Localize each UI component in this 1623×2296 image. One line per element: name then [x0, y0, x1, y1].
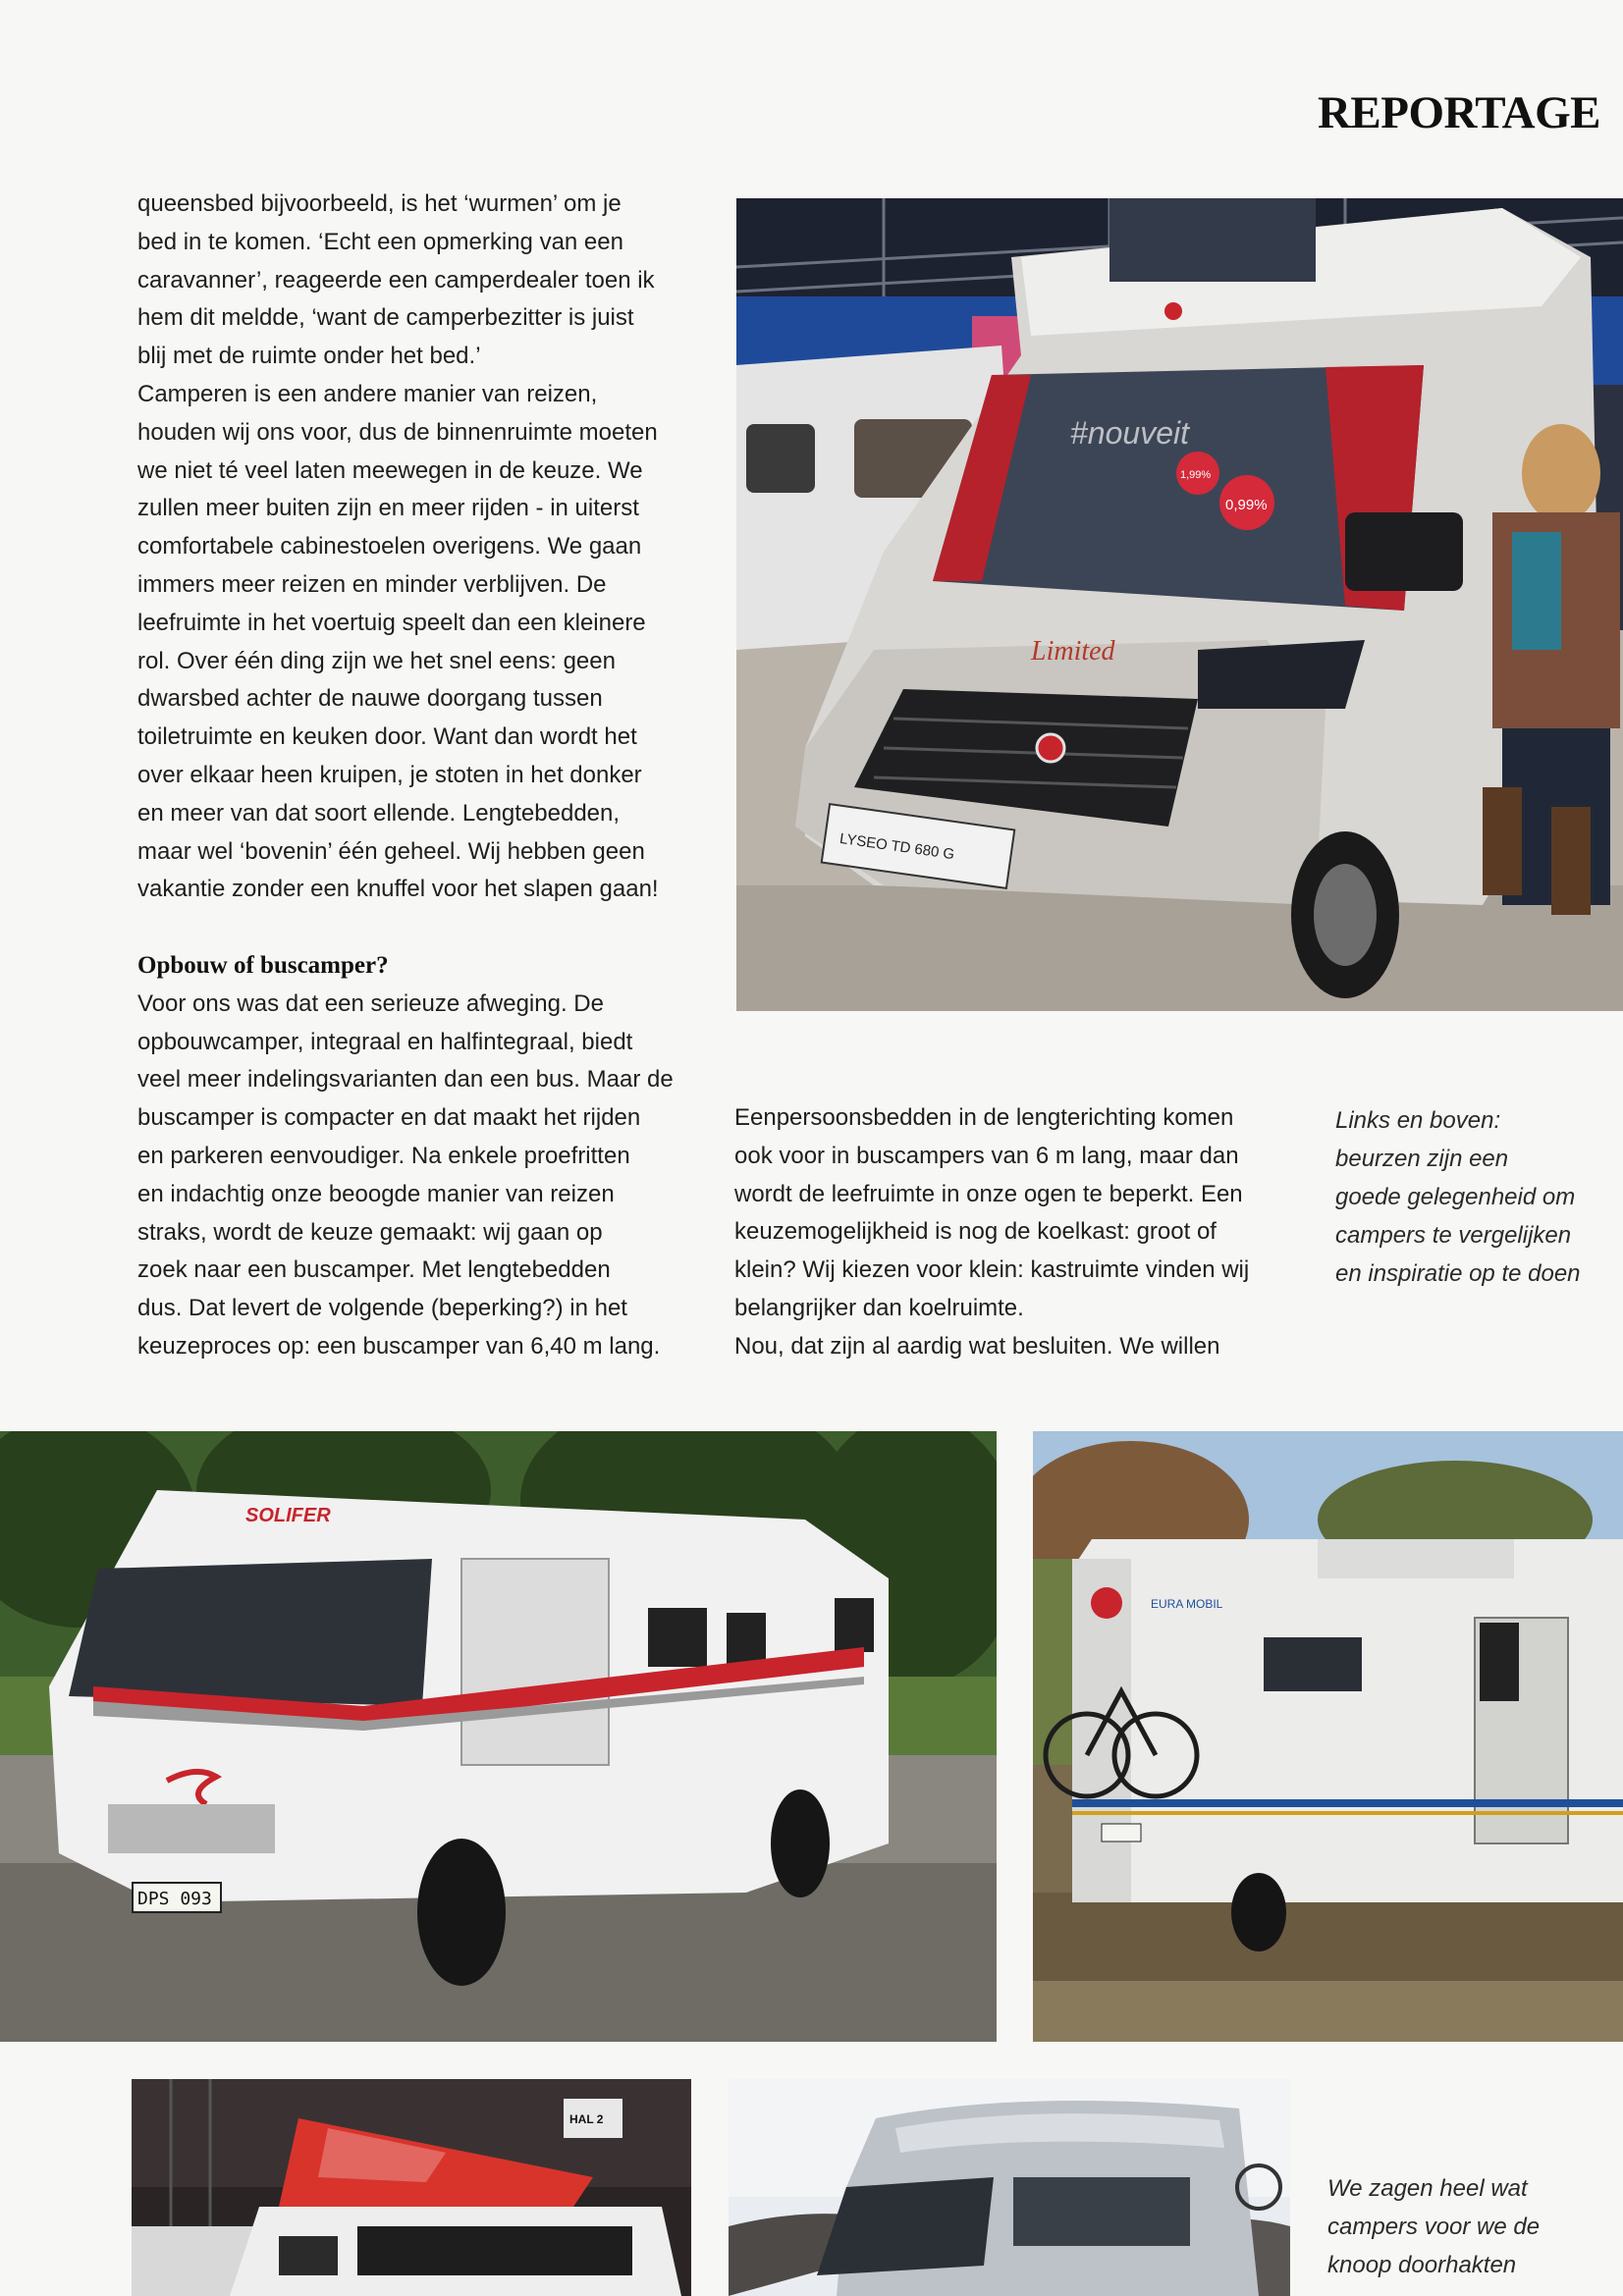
photo-highroof-bus	[729, 2079, 1290, 2296]
text-line: zullen meer buiten zijn en meer rijden - in uiterst	[137, 495, 639, 522]
text-line: rol. Over één ding zijn we het snel eens: geen	[137, 647, 616, 674]
paragraph-3	[137, 986, 712, 1366]
text-line: we niet té veel laten meewegen in de keuze. We	[137, 456, 643, 484]
text-line: comfortabele cabinestoelen overigens. We gaan	[137, 533, 642, 561]
caption-line: campers voor we de	[1327, 2214, 1541, 2240]
paragraph-4	[734, 1099, 1309, 1328]
section-label: REPORTAGE	[1317, 87, 1600, 138]
price-badge: 0,99%	[1225, 497, 1268, 513]
paragraph-1	[137, 186, 712, 376]
price-badge: 1,99%	[1180, 469, 1212, 481]
text-line: hem dit meldde, ‘want de camperbezitter is juist	[137, 304, 634, 332]
text-line: houden wij ons voor, dus de binnenruimte moeten	[137, 418, 658, 446]
text-line: Voor ons was dat een serieuze afweging. De	[137, 989, 604, 1017]
text-line: caravanner’, reageerde een camperdealer toen ik	[137, 266, 655, 294]
photo-exhibition-motorhome	[736, 198, 1623, 1011]
text-line: dus. Dat levert de volgende (beperking?) in het	[137, 1295, 627, 1322]
text-line: maar wel ‘bovenin’ één geheel. Wij hebben geen	[137, 837, 645, 865]
text-line: vakantie zonder een knuffel voor het slapen gaan!	[137, 876, 659, 903]
photo-popup-roof-camper	[132, 2079, 691, 2296]
caption-line: We zagen heel wat	[1327, 2175, 1528, 2202]
text-line: Camperen is een andere manier van reizen,	[137, 380, 598, 407]
text-line: opbouwcamper, integraal en halfintegraal, biedt	[137, 1028, 633, 1055]
text-line: en indachtig onze beoogde manier van reizen	[137, 1180, 615, 1207]
text-line: keuzemogelijkheid is nog de koelkast: groot of	[734, 1218, 1217, 1246]
solifer-brand: SOLIFER	[245, 1505, 331, 1526]
text-line: toiletruimte en keuken door. Want dan wordt het	[137, 723, 637, 751]
text-line: straks, wordt de keuze gemaakt: wij gaan op	[137, 1218, 603, 1246]
caption-line: Links en boven:	[1335, 1107, 1501, 1134]
text-line: bed in te komen. ‘Echt een opmerking van een	[137, 228, 623, 255]
text-line: en parkeren eenvoudiger. Na enkele proefritten	[137, 1142, 630, 1169]
photo-caption	[1327, 2169, 1612, 2284]
license-plate: LYSEO TD 680 G	[839, 829, 956, 864]
text-line: en meer van dat soort ellende. Lengtebedden,	[137, 799, 621, 827]
text-line: ook voor in buscampers van 6 m lang, maar dan	[734, 1142, 1239, 1169]
caption-line: goede gelegenheid om	[1335, 1184, 1576, 1210]
text-line: queensbed bijvoorbeeld, is het ‘wurmen’ om je	[137, 190, 622, 217]
caption-line: beurzen zijn een	[1335, 1146, 1509, 1172]
text-line: veel meer indelingsvarianten dan een bus. Maar de	[137, 1066, 674, 1094]
text-line: over elkaar heen kruipen, je stoten in het donker	[137, 761, 642, 788]
text-line: klein? Wij kiezen voor klein: kastruimte vinden wij	[734, 1256, 1250, 1284]
text-line: wordt de leefruimte in onze ogen te beperkt. Een	[734, 1180, 1243, 1207]
window-sticker: #nouveit	[1070, 415, 1189, 451]
photo-euramobil-camper	[1033, 1431, 1623, 2042]
paragraph-5	[734, 1328, 1309, 1366]
caption-line: en inspiratie op te doen	[1335, 1260, 1581, 1287]
caption-line: knoop doorhakten	[1327, 2252, 1517, 2278]
paragraph-2	[137, 376, 712, 909]
text-line: leefruimte in het voertuig speelt dan een kleinere	[137, 609, 646, 636]
license-plate: DPS 093	[137, 1889, 212, 1909]
caption-line: campers te vergelijken	[1335, 1222, 1572, 1249]
text-line: immers meer reizen en minder verblijven. De	[137, 570, 607, 598]
text-line: Nou, dat zijn al aardig wat besluiten. We willen	[734, 1332, 1220, 1360]
text-line: zoek naar een buscamper. Met lengtebedden	[137, 1256, 611, 1284]
article-column-1	[137, 186, 712, 1366]
euramobil-brand: EURA MOBIL	[1151, 1597, 1223, 1611]
photo-caption	[1335, 1101, 1620, 1293]
text-line: keuzeproces op: een buscamper van 6,40 m lang.	[137, 1332, 661, 1360]
photo-solifer-camper	[0, 1431, 997, 2042]
subheading: Opbouw of buscamper?	[137, 951, 389, 979]
text-line: belangrijker dan koelruimte.	[734, 1294, 1024, 1321]
text-line: Eenpersoonsbedden in de lengterichting komen	[734, 1104, 1234, 1131]
hall-sign: HAL 2	[569, 2112, 604, 2126]
article-column-2	[734, 1099, 1309, 1366]
text-line: blij met de ruimte onder het bed.’	[137, 343, 481, 370]
text-line: dwarsbed achter de nauwe doorgang tussen	[137, 685, 603, 713]
text-line: buscamper is compacter en dat maakt het rijden	[137, 1104, 641, 1132]
limited-script: Limited	[1031, 636, 1115, 667]
